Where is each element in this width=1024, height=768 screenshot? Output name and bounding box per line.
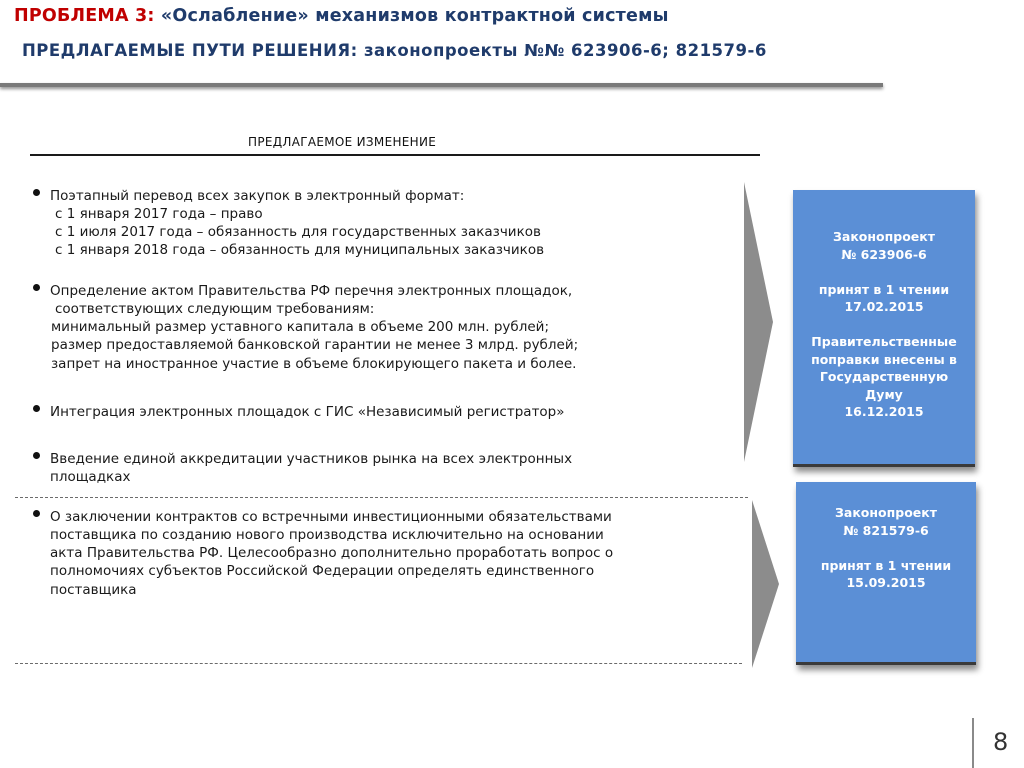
bullet-4-line-2: площадках (50, 469, 131, 485)
slide-title (14, 6, 669, 26)
title-prefix: ПРОБЛЕМА 3: (14, 6, 155, 26)
bullet-2-line-5: запрет на иностранное участие в объеме блокирующего пакета и более. (51, 356, 577, 372)
header-divider (0, 83, 883, 87)
card-1-line-7: Правительственные (811, 334, 957, 349)
bill-card-623906 (793, 190, 975, 467)
bullet-5-line-1: О заключении контрактов со встречными инвестиционными обязательствами (50, 509, 612, 525)
bullet-2-line-2: соответствующих следующим требованиям: (55, 301, 375, 317)
section-heading: ПРЕДЛАГАЕМОЕ ИЗМЕНЕНИЕ (248, 135, 437, 149)
bullet-1-line-4: с 1 января 2018 года – обязанность для муниципальных заказчиков (55, 242, 545, 258)
card-1-line-10: Думу (865, 386, 903, 402)
bullet-dot (33, 452, 40, 459)
dashed-separator-bottom (15, 663, 742, 664)
bullet-5-line-4: полномочиях субъектов Российской Федерации определять единственного (50, 563, 595, 579)
bullet-1-line-3: с 1 июля 2017 года – обязанность для государственных заказчиков (55, 224, 541, 240)
section-heading-rule (30, 154, 760, 156)
card-1-line-8: поправки внесены в (811, 351, 957, 367)
bullet-2-line-3: минимальный размер уставного капитала в объеме 200 млн. рублей; (51, 319, 549, 335)
card-1-line-2: № 623906-6 (841, 246, 927, 262)
card-1-line-4: принят в 1 чтении (818, 281, 950, 297)
bullet-3-line-1: Интеграция электронных площадок с ГИС «Независимый регистратор» (50, 404, 565, 420)
card-2-line-1: Законопроект (835, 505, 937, 520)
bullet-dot (33, 284, 40, 291)
card-1-line-5: 17.02.2015 (844, 299, 924, 314)
dashed-separator (15, 497, 748, 498)
bullet-2-line-4: размер предоставляемой банковской гарантии не менее 3 млрд. рублей; (51, 337, 579, 353)
page-number-divider (972, 718, 974, 768)
card-1-line-1: Законопроект (833, 229, 935, 244)
bullet-5-line-3: акта Правительства РФ. Целесообразно дополнительно проработать вопрос о (50, 545, 614, 561)
card-1-line-11: 16.12.2015 (844, 404, 924, 419)
slide-subtitle: ПРЕДЛАГАЕМЫЕ ПУТИ РЕШЕНИЯ: законопроекты №№ 623906-6; 821579-6 (22, 41, 767, 60)
card-1-line-9: Государственную (819, 369, 949, 384)
card-2-line-2: № 821579-6 (843, 522, 929, 538)
bullet-1-line-1: Поэтапный перевод всех закупок в электронный формат: (50, 188, 465, 204)
bullet-5-line-5: поставщика (50, 582, 137, 598)
bill-card-821579 (796, 482, 976, 665)
arrow-right-icon (752, 500, 780, 668)
bullet-1-line-2: с 1 января 2017 года – право (55, 206, 263, 222)
title-main: «Ослабление» механизмов контрактной системы (160, 6, 669, 26)
bullet-5-line-2: поставщика по созданию нового производства исключительно на основании (50, 527, 604, 543)
bullet-dot (33, 405, 40, 412)
bullet-4-line-1: Введение единой аккредитации участников рынка на всех электронных (50, 451, 573, 467)
arrow-right-icon (744, 182, 774, 462)
bullet-dot (33, 510, 40, 517)
card-2-line-4: принят в 1 чтении (820, 557, 952, 573)
bullet-dot (33, 189, 40, 196)
card-2-line-5: 15.09.2015 (846, 575, 926, 590)
page-number: 8 (993, 728, 1009, 756)
bullet-2-line-1: Определение актом Правительства РФ перечня электронных площадок, (50, 283, 573, 299)
